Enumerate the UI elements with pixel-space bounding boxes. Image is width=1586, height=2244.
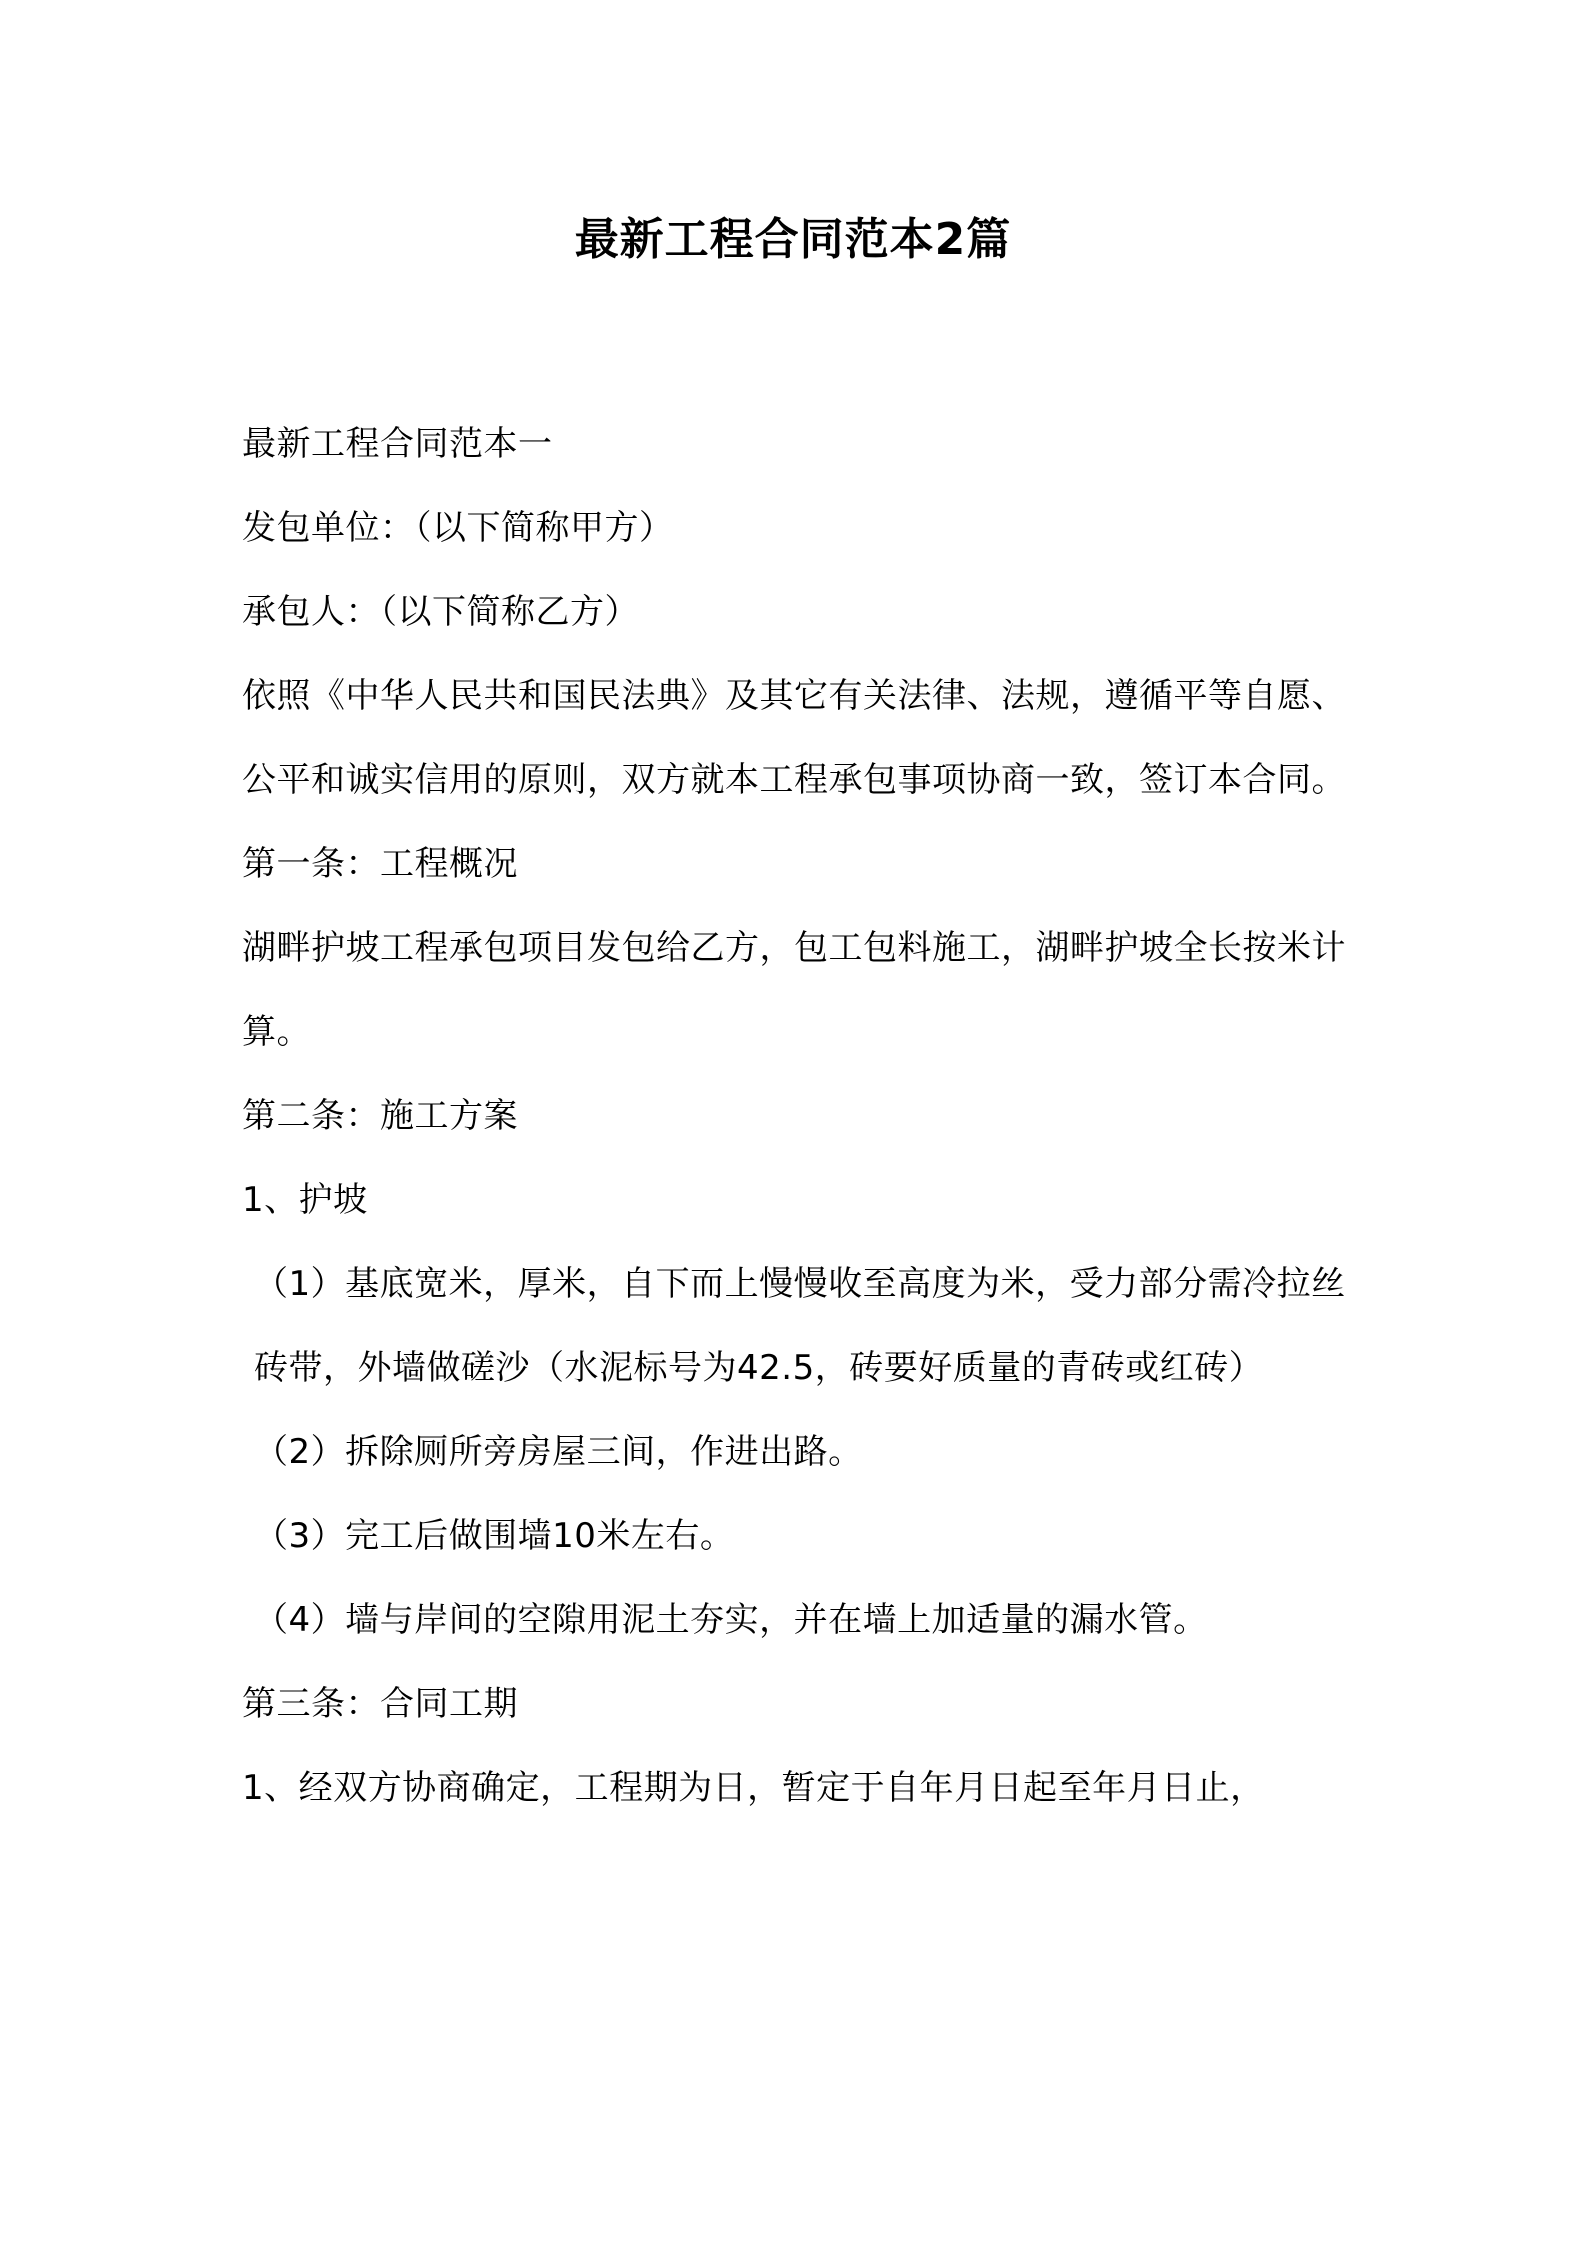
article-heading: 第二条：施工方案 [242,1096,518,1136]
party-b-line: 承包人：（以下简称乙方） [242,592,639,632]
sub-list-item: （4）墙与岸间的空隙用泥土夯实，并在墙上加适量的漏水管。 [254,1600,1208,1640]
party-a-line: 发包单位：（以下简称甲方） [242,508,674,548]
document-title: 最新工程合同范本2篇 [574,214,1012,265]
section-heading: 最新工程合同范本一 [242,424,553,464]
sub-list-item: （3）完工后做围墙10米左右。 [254,1516,735,1556]
list-item: 1、经双方协商确定，工程期为日，暂定于自年月日起至年月日止， [242,1768,1265,1808]
article-paragraph: 湖畔护坡工程承包项目发包给乙方，包工包料施工，湖畔护坡全长按米计算。 [242,928,1346,1052]
sub-list-item: （2）拆除厕所旁房屋三间，作进出路。 [254,1432,863,1472]
list-item: 1、护坡 [242,1180,368,1220]
document-body [242,402,1360,1830]
article-heading: 第一条：工程概况 [242,844,518,884]
preamble-paragraph: 依照《中华人民共和国民法典》及其它有关法律、法规，遵循平等自愿、公平和诚实信用的原则，双方就本工程承包事项协商一致，签订本合同。 [242,676,1346,800]
sub-list-item: （1）基底宽米，厚米，自下而上慢慢收至高度为米，受力部分需冷拉丝砖带，外墙做磋沙（水泥标号为42.5，砖要好质量的青砖或红砖） [254,1264,1346,1388]
article-heading: 第三条：合同工期 [242,1684,518,1724]
